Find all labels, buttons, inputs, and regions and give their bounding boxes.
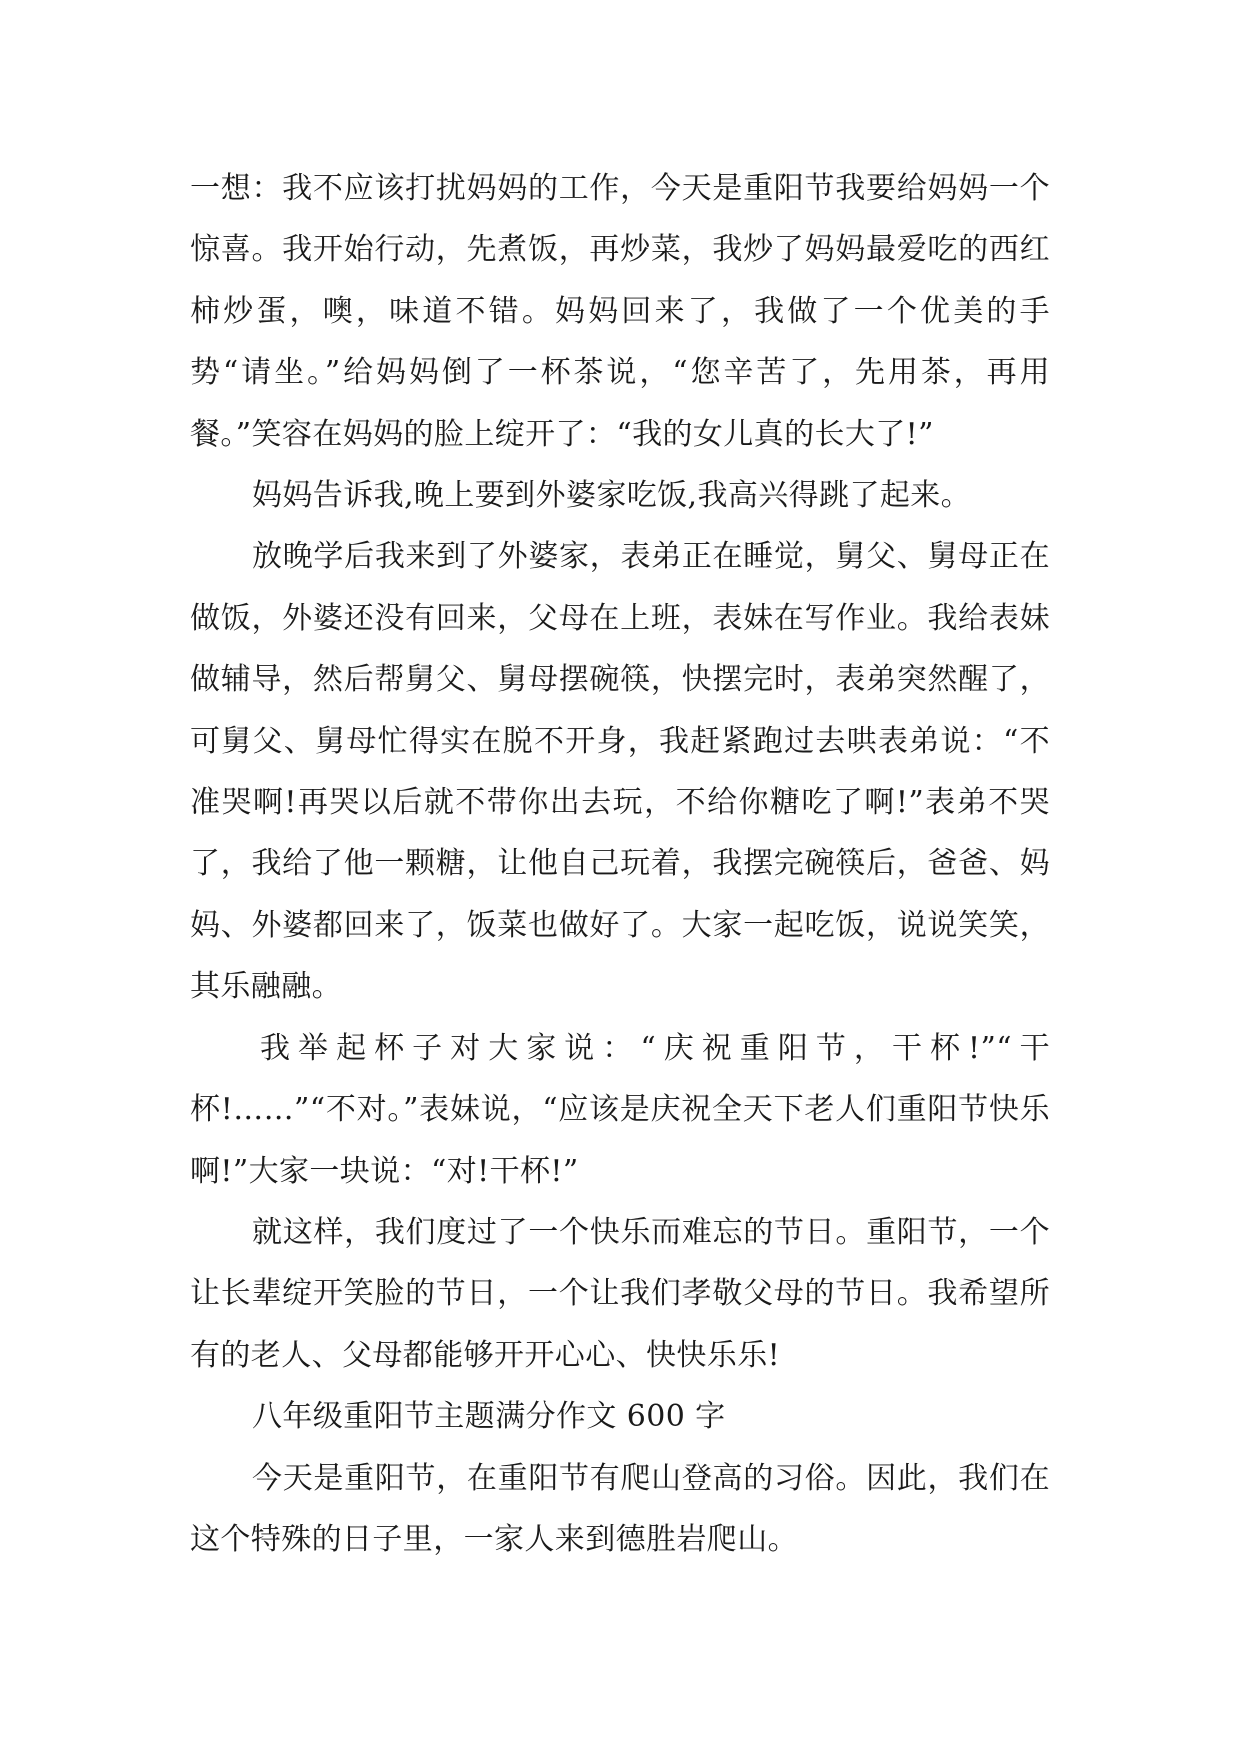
paragraph: 妈妈告诉我,晚上要到外婆家吃饭,我高兴得跳了起来。 [252, 478, 972, 514]
paragraph-continuation: 一想：我不应该打扰妈妈的工作，今天是重阳节我要给妈妈一个惊喜。我开始行动，先煮饭，再炒菜，我炒了妈妈最爱吃的西红柿炒蛋，噢，味道不错。妈妈回来了，我做了一个优美的手势“请坐。”给妈妈倒了一杯茶说，“您辛苦了，先用茶，再用餐。”笑容在妈妈的脸上绽开了：“我的女儿真的长大了!” [190, 171, 1050, 452]
paragraph: 今天是重阳节，在重阳节有爬山登高的习俗。因此，我们在这个特殊的日子里，一家人来到德胜岩爬山。 [190, 1460, 1050, 1557]
paragraph: 就这样，我们度过了一个快乐而难忘的节日。重阳节，一个让长辈绽开笑脸的节日，一个让我们孝敬父母的节日。我希望所有的老人、父母都能够开开心心、快快乐乐! [190, 1214, 1050, 1373]
paragraph: 我举起杯子对大家说：“庆祝重阳节，干杯!”“干杯!……”“不对。”表妹说，“应该是庆祝全天下老人们重阳节快乐啊!”大家一块说：“对!干杯!” [190, 1030, 1050, 1189]
paragraph: 放晚学后我来到了外婆家，表弟正在睡觉，舅父、舅母正在做饭，外婆还没有回来，父母在上班，表妹在写作业。我给表妹做辅导，然后帮舅父、舅母摆碗筷，快摆完时，表弟突然醒了，可舅父、舅母忙得实在脱不开身，我赶紧跑过去哄表弟说：“不准哭啊!再哭以后就不带你出去玩，不给你糖吃了啊!”表弟不哭了，我给了他一颗糖，让他自己玩着，我摆完碗筷后，爸爸、妈妈、外婆都回来了，饭菜也做好了。大家一起吃饭，说说笑笑，其乐融融。 [190, 539, 1050, 1005]
section-heading: 八年级重阳节主题满分作文 600 字 [252, 1399, 726, 1435]
document-body [190, 158, 1050, 1570]
